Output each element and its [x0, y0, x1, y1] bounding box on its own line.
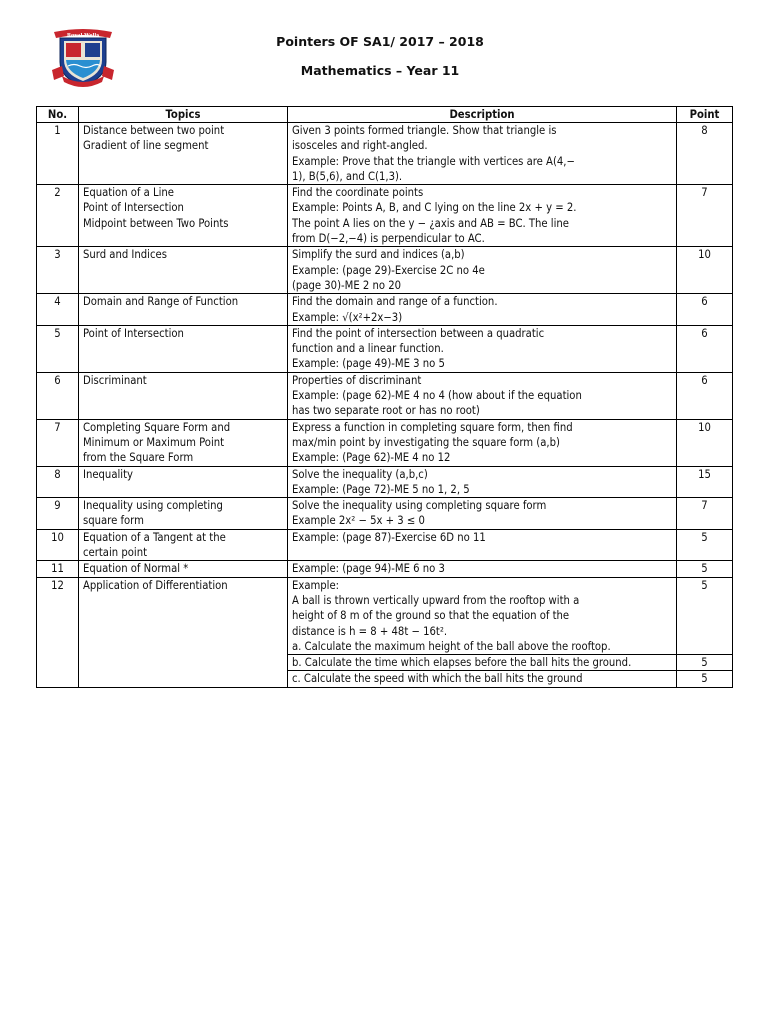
subpart-description: c. Calculate the speed with which the ball hits the ground: [288, 671, 677, 687]
row-number: 3: [37, 247, 79, 294]
row-number: 4: [37, 294, 79, 326]
table-row: [37, 247, 733, 294]
table-row: [37, 372, 733, 419]
table-row: [37, 325, 733, 372]
row-point: 15: [677, 466, 733, 498]
table-row: [37, 498, 733, 530]
row-topics: Application of Differentiation: [79, 577, 288, 687]
row-point: 6: [677, 325, 733, 372]
row-number: 12: [37, 577, 79, 687]
row-point: 5: [677, 561, 733, 577]
row-number: 5: [37, 325, 79, 372]
table-header-row: [37, 107, 733, 123]
row-number: 1: [37, 123, 79, 185]
row-point: 7: [677, 185, 733, 247]
subpart-point: 5: [677, 655, 733, 671]
row-topics: Inequality using completing square form: [79, 498, 288, 530]
row-point: 5: [677, 529, 733, 561]
table-row: [37, 577, 733, 654]
row-number: 2: [37, 185, 79, 247]
row-description: Example: (page 87)-Exercise 6D no 11: [288, 529, 677, 561]
column-header-point: Point: [677, 107, 733, 123]
column-header-no: No.: [37, 107, 79, 123]
table-row: [37, 294, 733, 326]
document-subtitle: Mathematics – Year 11: [300, 63, 460, 78]
row-description: Solve the inequality using completing square form Example 2x² − 5x + 3 ≤ 0: [288, 498, 677, 530]
row-description: Find the coordinate points Example: Points A, B, and C lying on the line 2x + y = 2. The point A lies on the y − ¿axis and AB = BC. The line from D(−2,−4) is perpendicular to AC.: [288, 185, 677, 247]
row-topics: Surd and Indices: [79, 247, 288, 294]
row-description: Find the domain and range of a function. Example: √(x²+2x−3): [288, 294, 677, 326]
row-point: 8: [677, 123, 733, 185]
svg-text:Royal Wells: Royal Wells: [66, 32, 100, 39]
table-row: [37, 466, 733, 498]
row-number: 7: [37, 419, 79, 466]
row-description: Express a function in completing square form, then find max/min point by investigating the square form (a,b) Example: (Page 62)-ME 4 no 12: [288, 419, 677, 466]
row-topics: Domain and Range of Function: [79, 294, 288, 326]
row-topics: Equation of a Tangent at the certain point: [79, 529, 288, 561]
row-topics: Discriminant: [79, 372, 288, 419]
row-number: 6: [37, 372, 79, 419]
row-number: 9: [37, 498, 79, 530]
row-point: 5: [677, 577, 733, 654]
row-number: 11: [37, 561, 79, 577]
row-description: Example: A ball is thrown vertically upward from the rooftop with a height of 8 m of the ground so that the equation of the distance is h = 8 + 48t − 16t². a. Calculate the maximum height of the ball above the rooftop.: [288, 577, 677, 654]
row-description: Find the point of intersection between a quadratic function and a linear function. Example: (page 49)-ME 3 no 5: [288, 325, 677, 372]
row-number: 10: [37, 529, 79, 561]
row-point: 6: [677, 372, 733, 419]
table-row: [37, 185, 733, 247]
row-description: Given 3 points formed triangle. Show that triangle is isosceles and right-angled. Example: Prove that the triangle with vertices are A(4,− 1), B(5,6), and C(1,3).: [288, 123, 677, 185]
subpart-description: b. Calculate the time which elapses before the ball hits the ground.: [288, 655, 677, 671]
row-description: Simplify the surd and indices (a,b) Example: (page 29)-Exercise 2C no 4e (page 30)-ME 2 no 20: [288, 247, 677, 294]
row-topics: Distance between two point Gradient of line segment: [79, 123, 288, 185]
row-description: Properties of discriminant Example: (page 62)-ME 4 no 4 (how about if the equation has two separate root or has no root): [288, 372, 677, 419]
row-point: 7: [677, 498, 733, 530]
column-header-description: Description: [288, 107, 677, 123]
row-point: 6: [677, 294, 733, 326]
row-topics: Inequality: [79, 466, 288, 498]
row-topics: Equation of a Line Point of Intersection Midpoint between Two Points: [79, 185, 288, 247]
pointers-table: [36, 106, 733, 688]
column-header-topics: Topics: [79, 107, 288, 123]
row-topics: Equation of Normal *: [79, 561, 288, 577]
row-topics: Point of Intersection: [79, 325, 288, 372]
table-row: [37, 561, 733, 577]
row-description: Solve the inequality (a,b,c) Example: (Page 72)-ME 5 no 1, 2, 5: [288, 466, 677, 498]
row-number: 8: [37, 466, 79, 498]
table-row: [37, 419, 733, 466]
table-row: [37, 123, 733, 185]
document-title: Pointers OF SA1/ 2017 – 2018: [276, 34, 484, 49]
table-row: [37, 529, 733, 561]
row-topics: Completing Square Form and Minimum or Maximum Point from the Square Form: [79, 419, 288, 466]
subpart-point: 5: [677, 671, 733, 687]
row-point: 10: [677, 247, 733, 294]
school-crest-logo: [52, 26, 114, 90]
row-point: 10: [677, 419, 733, 466]
row-description: Example: (page 94)-ME 6 no 3: [288, 561, 677, 577]
